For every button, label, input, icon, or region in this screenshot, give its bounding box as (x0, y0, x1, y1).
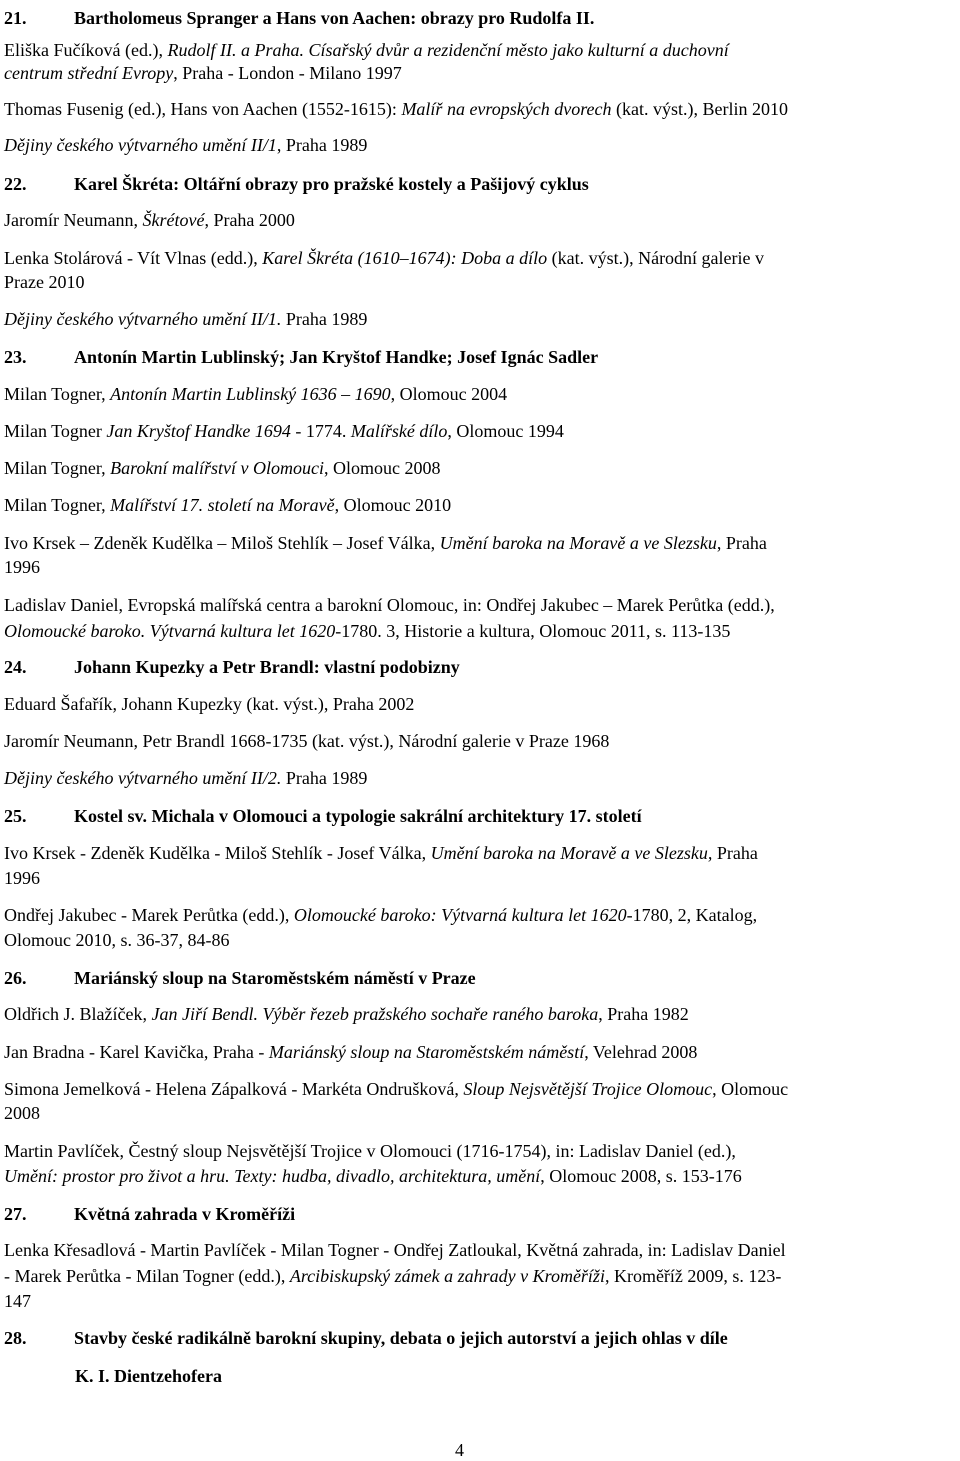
reference: Oldřich J. Blažíček, Jan Jiří Bendl. Výběr řezeb pražského sochaře raného baroka, Praha 1982 (4, 1004, 689, 1024)
section-number: 27. (4, 1204, 27, 1224)
reference: 2008 (4, 1103, 40, 1123)
reference: Dějiny českého výtvarného umění II/1. Praha 1989 (4, 309, 368, 329)
section-title: Karel Škréta: Oltářní obrazy pro pražské kostely a Pašijový cyklus (74, 174, 589, 194)
section-title: Antonín Martin Lublinský; Jan Kryštof Handke; Josef Ignác Sadler (74, 347, 599, 367)
reference: Simona Jemelková - Helena Zápalková - Markéta Ondrušková, Sloup Nejsvětější Trojice Olomouc, Olomouc (4, 1079, 789, 1099)
reference: Thomas Fusenig (ed.), Hans von Aachen (1552-1615): Malíř na evropských dvorech (kat. výst.), Berlin 2010 (4, 99, 789, 119)
reference: Milan Togner, Barokní malířství v Olomouci, Olomouc 2008 (4, 458, 441, 478)
reference: - Marek Perůtka - Milan Togner (edd.), Arcibiskupský zámek a zahrady v Kroměříži, Kroměříž 2009, s. 123- (4, 1266, 782, 1286)
reference: Dějiny českého výtvarného umění II/2. Praha 1989 (4, 768, 368, 788)
reference: Lenka Stolárová - Vít Vlnas (edd.), Karel Škréta (1610–1674): Doba a dílo (kat. výst.), Národní galerie v (4, 248, 765, 268)
reference: Praze 2010 (4, 272, 85, 292)
reference: Milan Togner, Malířství 17. století na Moravě, Olomouc 2010 (4, 495, 452, 515)
section-number: 28. (4, 1328, 27, 1348)
section-heading (4, 345, 598, 369)
section-heading (4, 655, 460, 679)
section-title: Bartholomeus Spranger a Hans von Aachen: obrazy pro Rudolfa II. (74, 8, 595, 28)
reference: Ondřej Jakubec - Marek Perůtka (edd.), Olomoucké baroko: Výtvarná kultura let 1620-1780, 2, Katalog, (4, 905, 758, 925)
reference: Ivo Krsek – Zdeněk Kudělka – Miloš Stehlík – Josef Válka, Umění baroka na Moravě a ve Slezsku, Praha (4, 533, 767, 553)
reference: Jaromír Neumann, Petr Brandl 1668-1735 (kat. výst.), Národní galerie v Praze 1968 (4, 731, 610, 751)
reference: Olomoucké baroko. Výtvarná kultura let 1620-1780. 3, Historie a kultura, Olomouc 2011, s. 113-135 (4, 621, 731, 641)
section-number: 23. (4, 347, 27, 367)
reference: Ivo Krsek - Zdeněk Kudělka - Miloš Stehlík - Josef Válka, Umění baroka na Moravě a ve Slezsku, Praha (4, 843, 758, 863)
reference: Umění: prostor pro život a hru. Texty: hudba, divadlo, architektura, umění, Olomouc 2008, s. 153-176 (4, 1166, 742, 1186)
reference: Olomouc 2010, s. 36-37, 84-86 (4, 930, 230, 950)
reference: Milan Togner, Antonín Martin Lublinský 1636 – 1690, Olomouc 2004 (4, 384, 508, 404)
section-number: 21. (4, 8, 27, 28)
section-title: Kostel sv. Michala v Olomouci a typologie sakrální architektury 17. století (74, 806, 642, 826)
reference: 147 (4, 1291, 31, 1311)
section-title: Květná zahrada v Kroměříži (74, 1204, 296, 1224)
section-number: 24. (4, 657, 27, 677)
reference: 1996 (4, 557, 40, 577)
section-title-continued: K. I. Dientzehofera (75, 1366, 222, 1386)
section-heading (4, 966, 476, 990)
reference: centrum střední Evropy, Praha - London - Milano 1997 (4, 63, 402, 83)
reference: Eliška Fučíková (ed.), Rudolf II. a Praha. Císařský dvůr a rezidenční město jako kulturní a duchovní (4, 40, 729, 60)
section-heading (4, 1326, 728, 1350)
section-title: Mariánský sloup na Staroměstském náměstí v Praze (74, 968, 476, 988)
reference: Milan Togner Jan Kryštof Handke 1694 - 1774. Malířské dílo, Olomouc 1994 (4, 421, 564, 441)
section-heading (4, 6, 594, 30)
reference: Dějiny českého výtvarného umění II/1, Praha 1989 (4, 135, 368, 155)
reference: Eduard Šafařík, Johann Kupezky (kat. výst.), Praha 2002 (4, 694, 415, 714)
reference: Jan Bradna - Karel Kavička, Praha - Mariánský sloup na Staroměstském náměstí, Velehrad 2008 (4, 1042, 698, 1062)
reference: 1996 (4, 868, 40, 888)
reference: Martin Pavlíček, Čestný sloup Nejsvětější Trojice v Olomouci (1716-1754), in: Ladislav Daniel (ed.), (4, 1141, 736, 1161)
section-heading (4, 1202, 295, 1226)
section-number: 22. (4, 174, 27, 194)
reference: Jaromír Neumann, Škrétové, Praha 2000 (4, 210, 295, 230)
section-number: 26. (4, 968, 27, 988)
page-number: 4 (455, 1440, 464, 1460)
reference: Ladislav Daniel, Evropská malířská centra a barokní Olomouc, in: Ondřej Jakubec – Marek Perůtka (edd.), (4, 595, 775, 615)
section-heading (4, 804, 642, 828)
section-number: 25. (4, 806, 27, 826)
section-title: Stavby české radikálně barokní skupiny, debata o jejich autorství a jejich ohlas v díle (74, 1328, 728, 1348)
section-heading (4, 172, 589, 196)
reference: Lenka Křesadlová - Martin Pavlíček - Milan Togner - Ondřej Zatloukal, Květná zahrada, in: Ladislav Daniel (4, 1240, 786, 1260)
section-title: Johann Kupezky a Petr Brandl: vlastní podobizny (74, 657, 460, 677)
